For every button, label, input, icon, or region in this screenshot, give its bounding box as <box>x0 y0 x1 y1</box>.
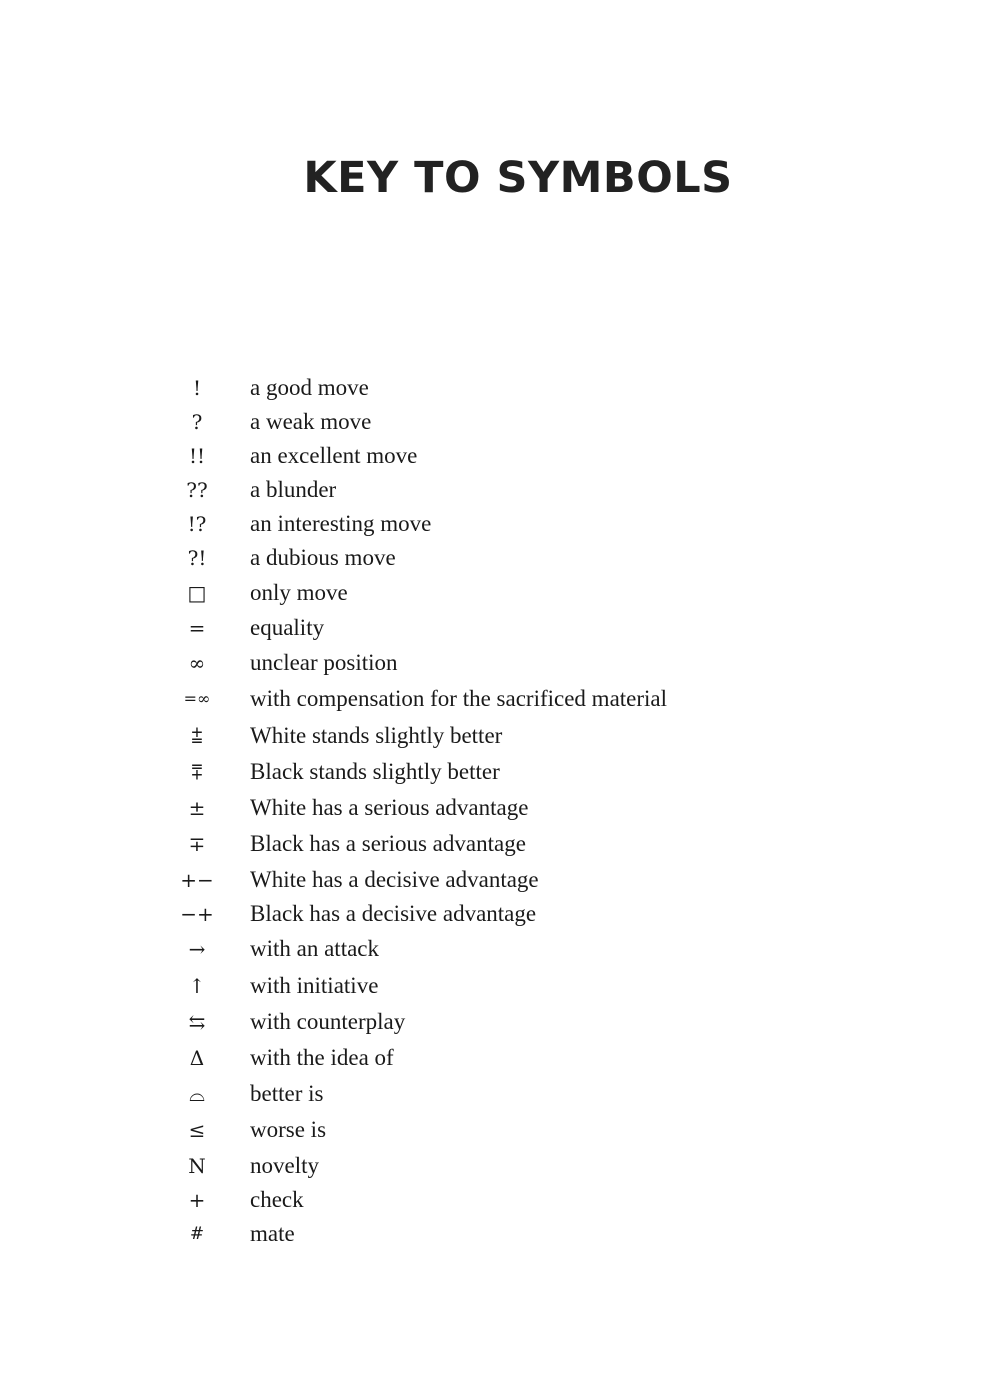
symbol-glyph: = <box>188 616 206 640</box>
symbol-row-better-is <box>170 1076 870 1112</box>
symbol-description: White stands slightly better <box>250 722 503 748</box>
symbol-glyph: ∓ <box>188 832 206 856</box>
symbol-glyph: ! <box>192 376 202 400</box>
symbol-row-white-decisive-advantage <box>170 862 870 897</box>
symbol-row-interesting-move <box>170 507 870 541</box>
symbol-description: with compensation for the sacrificed material <box>250 685 668 711</box>
symbol-description: White has a serious advantage <box>250 795 529 820</box>
symbol-row-good-move <box>170 371 870 405</box>
symbol-glyph: ⌓ <box>189 1082 205 1106</box>
symbol-description: Black stands slightly better <box>250 759 500 784</box>
symbol-glyph: +− <box>180 867 214 892</box>
symbol-description: Black has a serious advantage <box>250 831 526 856</box>
symbol-description: a weak move <box>250 409 372 434</box>
symbol-description: equality <box>250 615 325 640</box>
symbol-glyph: ≤ <box>188 1118 206 1142</box>
symbol-description: worse is <box>250 1117 327 1142</box>
symbol-description: with the idea of <box>250 1045 394 1070</box>
symbol-glyph: + <box>188 1188 206 1212</box>
symbol-description: unclear position <box>250 649 398 675</box>
symbol-row-weak-move <box>170 405 870 439</box>
symbol-glyph: # <box>189 1224 205 1244</box>
symbol-row-mate <box>170 1217 870 1251</box>
symbol-description: an excellent move <box>250 443 418 468</box>
symbol-glyph: ⇆ <box>188 1010 206 1034</box>
symbol-description: an interesting move <box>250 511 432 536</box>
symbol-glyph: N <box>188 1153 206 1178</box>
symbol-description: a dubious move <box>250 545 396 570</box>
symbol-glyph: !! <box>188 444 206 468</box>
symbol-row-counterplay <box>170 1004 870 1040</box>
symbol-row-white-serious-advantage <box>170 790 870 826</box>
symbol-description: check <box>250 1187 304 1212</box>
symbol-row-black-slightly-better <box>170 754 870 790</box>
symbol-description: better is <box>250 1081 324 1106</box>
symbol-glyph: −+ <box>180 902 214 926</box>
symbol-row-dubious-move <box>170 541 870 575</box>
symbol-list <box>170 371 870 1251</box>
symbol-row-attack <box>170 931 870 967</box>
symbol-row-worse-is <box>170 1112 870 1148</box>
symbol-row-black-decisive-advantage <box>170 897 870 931</box>
symbol-description: a blunder <box>250 477 337 502</box>
symbol-glyph: □ <box>187 581 207 605</box>
symbol-glyph: ? <box>191 410 203 434</box>
symbol-row-blunder <box>170 473 870 507</box>
symbol-description: Black has a decisive advantage <box>250 901 537 926</box>
page-title: KEY TO SYMBOLS <box>303 153 733 203</box>
symbol-row-compensation <box>170 680 870 717</box>
symbol-glyph: =∞ <box>183 689 211 708</box>
symbol-description: only move <box>250 580 348 605</box>
symbol-glyph: Δ <box>189 1046 205 1070</box>
symbol-glyph: ⩱ <box>191 760 203 784</box>
symbol-glyph: ∞ <box>188 650 206 675</box>
symbol-row-only-move <box>170 575 870 611</box>
symbol-glyph: !? <box>187 512 207 536</box>
symbol-glyph: ⩲ <box>191 723 203 748</box>
symbol-description: mate <box>250 1221 295 1246</box>
symbol-row-white-slightly-better <box>170 717 870 754</box>
symbol-row-check <box>170 1183 870 1217</box>
symbol-description: a good move <box>250 375 369 400</box>
symbol-row-excellent-move <box>170 439 870 473</box>
symbol-row-black-serious-advantage <box>170 826 870 862</box>
symbol-description: with an attack <box>250 936 380 961</box>
symbol-glyph: ± <box>188 796 206 820</box>
symbol-description: with counterplay <box>250 1009 406 1034</box>
symbol-row-equality <box>170 611 870 645</box>
symbol-glyph: ?? <box>186 478 208 502</box>
symbol-glyph: ?! <box>187 546 207 570</box>
symbol-description: with initiative <box>250 972 379 998</box>
symbol-row-idea-of <box>170 1040 870 1076</box>
symbol-description: White has a decisive advantage <box>250 866 539 892</box>
symbol-description: novelty <box>250 1152 319 1178</box>
symbol-glyph: → <box>188 937 206 961</box>
symbol-row-unclear-position <box>170 645 870 680</box>
symbol-glyph: ↑ <box>188 973 206 998</box>
symbol-row-initiative <box>170 967 870 1004</box>
symbol-row-novelty <box>170 1148 870 1183</box>
